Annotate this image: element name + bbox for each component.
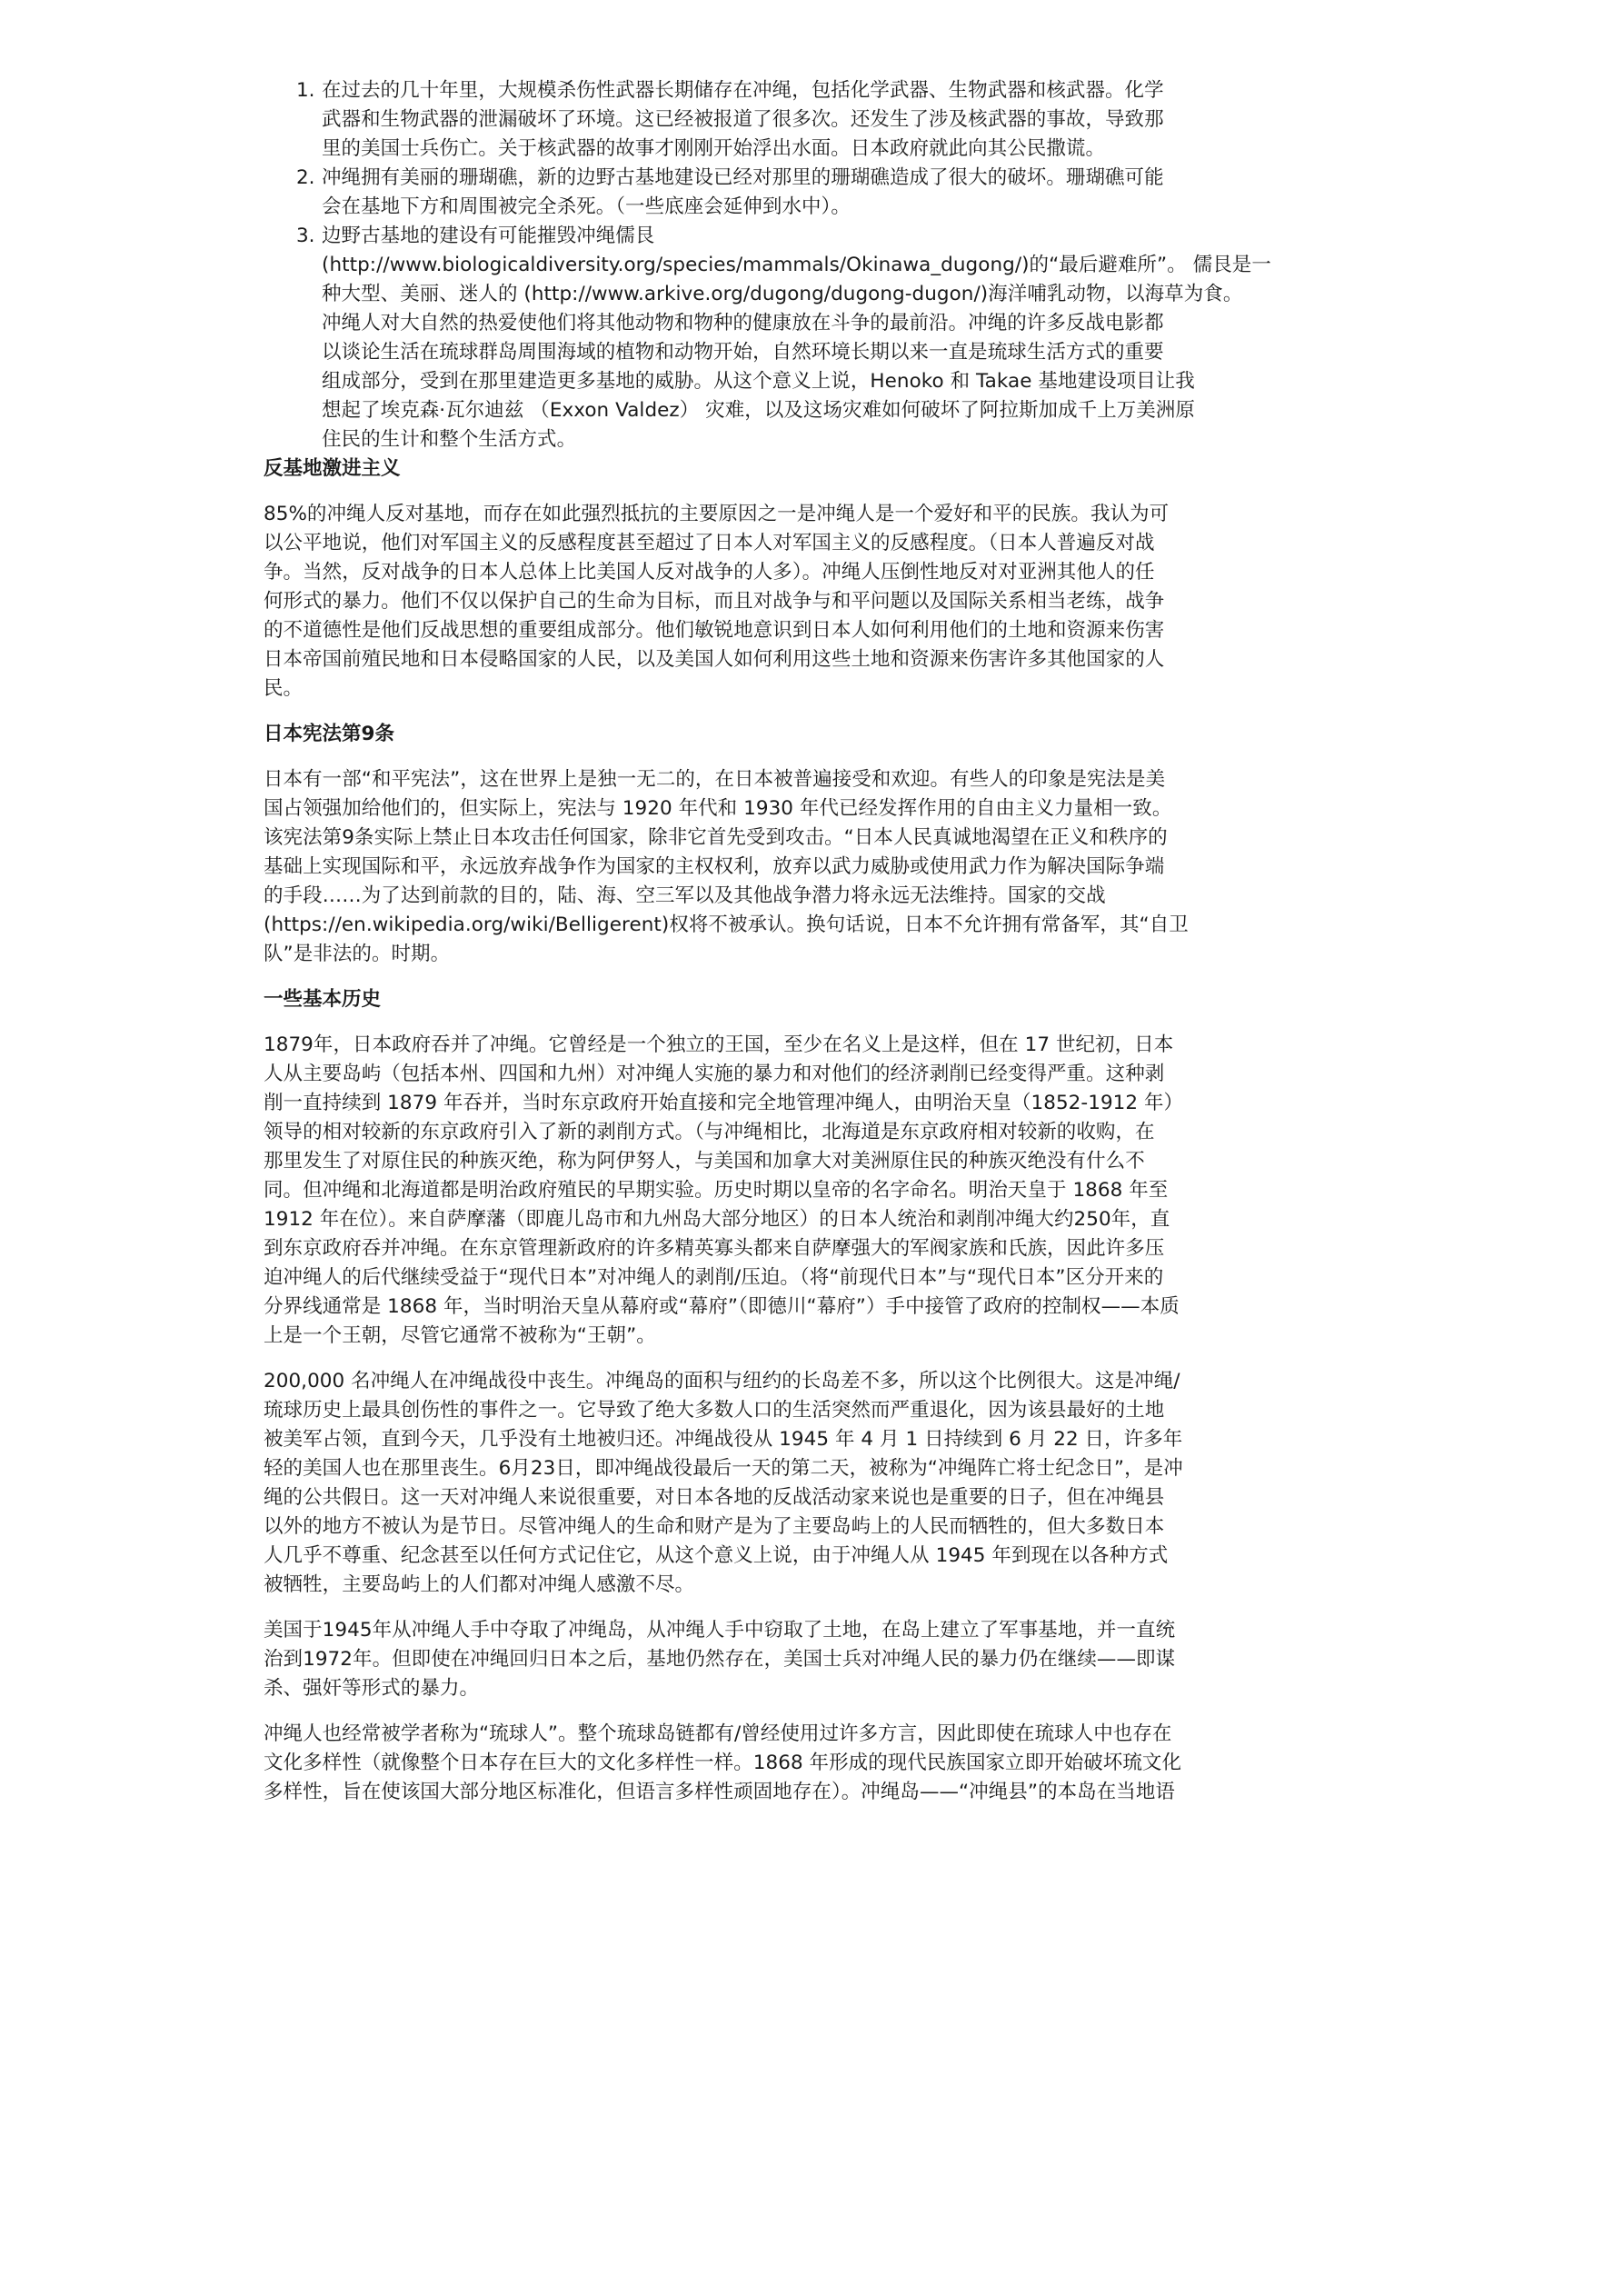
document-page [264,76,1345,1823]
paragraph-line: 那里发生了对原住民的种族灭绝，称为阿伊努人，与美国和加拿大对美洲原住民的种族灭绝没有什么不 [264,1150,1145,1173]
paragraph-line: 的不道德性是他们反战思想的重要组成部分。他们敏锐地意识到日本人如何利用他们的土地和资源来伤害 [264,619,1165,642]
paragraph-line: 杀、强奸等形式的暴力。 [264,1677,480,1700]
paragraph-line: 削一直持续到 1879 年吞并，当时东京政府开始直接和完全地管理冲绳人，由明治天皇（1852-1912 年） [264,1092,1184,1114]
paragraph-line: 的手段……为了达到前款的目的，陆、海、空三军以及其他战争潜力将永远无法维持。国家的交战 [264,884,1106,907]
paragraph-line: 同。但冲绳和北海道都是明治政府殖民的早期实验。历史时期以皇帝的名字命名。明治天皇于 1868 年至 [264,1179,1169,1202]
paragraph-line: 人几乎不尊重、纪念甚至以任何方式记住它，从这个意义上说，由于冲绳人从 1945 年到现在以各种方式 [264,1544,1169,1567]
paragraph [264,1367,1345,1600]
paragraph-line: 治到1972年。但即使在冲绳回归日本之后，基地仍然存在，美国士兵对冲绳人民的暴力仍在继续——即谋 [264,1648,1176,1671]
list-item-text-line: 组成部分，受到在那里建造更多基地的威胁。从这个意义上说，Henoko 和 Takae 基地建设项目让我 [322,370,1195,393]
paragraph-line: 被美军占领，直到今天，几乎没有土地被归还。冲绳战役从 1945 年 4 月 1 日持续到 6 月 22 日，许多年 [264,1428,1183,1451]
numbered-list [264,76,1345,454]
list-item-text-line: (http://www.biologicaldiversity.org/species/mammals/Okinawa_dugong/)的“最后避难所”。 儒艮是一 [322,254,1271,276]
list-item-text-line: 以谈论生活在琉球群岛周围海域的植物和动物开始，自然环境长期以来一直是琉球生活方式的重要 [322,341,1164,364]
section [264,985,1345,1807]
paragraph-line: 日本有一部“和平宪法”，这在世界上是独一无二的，在日本被普遍接受和欢迎。有些人的印象是宪法是美 [264,768,1166,791]
paragraph-line: 迫冲绳人的后代继续受益于“现代日本”对冲绳人的剥削/压迫。（将“前现代日本”与“现代日本”区分开来的 [264,1266,1164,1289]
paragraph-line: 绳的公共假日。这一天对冲绳人来说很重要，对日本各地的反战活动家来说也是重要的日子，但在冲绳县 [264,1486,1165,1509]
paragraph-line: 轻的美国人也在那里丧生。6月23日，即冲绳战役最后一天的第二天，被称为“冲绳阵亡将士纪念日”，是冲 [264,1457,1183,1480]
list-item-text-line: 想起了埃克森·瓦尔迪兹 （Exxon Valdez） 灾难，以及这场灾难如何破坏了阿拉斯加成千上万美洲原 [322,399,1195,422]
list-item [264,76,1345,164]
paragraph [264,765,1345,969]
list-item [264,222,1345,454]
paragraph-line: 日本帝国前殖民地和日本侵略国家的人民，以及美国人如何利用这些土地和资源来伤害许多其他国家的人 [264,648,1165,671]
list-item-number: 3. [296,225,315,247]
list-item-text-line: 种大型、美丽、迷人的 (http://www.arkive.org/dugong/dugong-dugon/)海洋哺乳动物，以海草为食。 [322,283,1243,305]
paragraph-line: 争。当然，反对战争的日本人总体上比美国人反对战争的人多）。冲绳人压倒性地反对对亚洲其他人的任 [264,561,1155,584]
section-heading: 一些基本历史 [264,988,382,1011]
paragraph-line: 以公平地说，他们对军国主义的反感程度甚至超过了日本人对军国主义的反感程度。（日本人普遍反对战 [264,532,1155,554]
list-item-text-line: 冲绳人对大自然的热爱使他们将其他动物和物种的健康放在斗争的最前沿。冲绳的许多反战电影都 [322,312,1164,334]
list-item-number: 2. [296,166,315,189]
list-item-number: 1. [296,79,315,102]
paragraph-line: 多样性，旨在使该国大部分地区标准化，但语言多样性顽固地存在）。冲绳岛——“冲绳县”的本岛在当地语 [264,1781,1175,1803]
paragraph-line: 85%的冲绳人反对基地，而存在如此强烈抵抗的主要原因之一是冲绳人是一个爱好和平的民族。我认为可 [264,503,1170,525]
paragraph-line: 基础上实现国际和平，永远放弃战争作为国家的主权权利，放弃以武力威胁或使用武力作为解决国际争端 [264,855,1165,878]
paragraph-line: 1879年，日本政府吞并了冲绳。它曾经是一个独立的王国，至少在名义上是这样，但在 17 世纪初，日本 [264,1033,1174,1056]
paragraph [264,1031,1345,1351]
list-item-text-line: 冲绳拥有美丽的珊瑚礁，新的边野古基地建设已经对那里的珊瑚礁造成了很大的破坏。珊瑚礁可能 [322,166,1164,189]
section [264,720,1345,969]
paragraph [264,1720,1345,1807]
paragraph-line: 被牺牲，主要岛屿上的人们都对冲绳人感激不尽。 [264,1573,695,1596]
section-heading: 日本宪法第9条 [264,723,394,745]
paragraph-line: 美国于1945年从冲绳人手中夺取了冲绳岛，从冲绳人手中窃取了土地，在岛上建立了军事基地，并一直统 [264,1619,1176,1642]
paragraph-line: 以外的地方不被认为是节日。尽管冲绳人的生命和财产是为了主要岛屿上的人民而牺牲的，但大多数日本 [264,1515,1165,1538]
document-body [264,454,1345,1807]
paragraph-line: 何形式的暴力。他们不仅以保护自己的生命为目标，而且对战争与和平问题以及国际关系相当老练，战争 [264,590,1165,613]
paragraph-line: 该宪法第9条实际上禁止日本攻击任何国家，除非它首先受到攻击。“日本人民真诚地渴望在正义和秩序的 [264,826,1168,849]
list-item-text-line: 会在基地下方和周围被完全杀死。（一些底座会延伸到水中）。 [322,195,851,218]
paragraph-line: 琉球历史上最具创伤性的事件之一。它导致了绝大多数人口的生活突然而严重退化，因为该县最好的土地 [264,1399,1165,1422]
paragraph-line: 队”是非法的。时期。 [264,943,451,965]
list-item-text-line: 里的美国士兵伤亡。关于核武器的故事才刚刚开始浮出水面。日本政府就此向其公民撒谎。 [322,137,1106,160]
paragraph-line: 文化多样性（就像整个日本存在巨大的文化多样性一样。1868 年形成的现代民族国家立即开始破坏琉文化 [264,1752,1182,1774]
paragraph-line: 民。 [264,677,304,700]
list-item-text-line: 在过去的几十年里，大规模杀伤性武器长期储存在冲绳，包括化学武器、生物武器和核武器。化学 [322,79,1164,102]
paragraph-line: 上是一个王朝，尽管它通常不被称为“王朝”。 [264,1324,656,1347]
section-heading: 反基地激进主义 [264,457,401,480]
paragraph-line: 冲绳人也经常被学者称为“琉球人”。整个琉球岛链都有/曾经使用过许多方言，因此即使在琉球人中也存在 [264,1722,1172,1745]
paragraph [264,1616,1345,1703]
list-item-text-line: 边野古基地的建设有可能摧毁冲绳儒艮 [322,225,655,247]
paragraph-line: (https://en.wikipedia.org/wiki/Belligerent)权将不被承认。换句话说，日本不允许拥有常备军，其“自卫 [264,913,1189,936]
paragraph-line: 领导的相对较新的东京政府引入了新的剥削方式。（与冲绳相比，北海道是东京政府相对较新的收购，在 [264,1121,1155,1143]
paragraph-line: 到东京政府吞并冲绳。在东京管理新政府的许多精英寡头都来自萨摩强大的军阀家族和氏族，因此许多压 [264,1237,1165,1260]
paragraph-line: 200,000 名冲绳人在冲绳战役中丧生。冲绳岛的面积与纽约的长岛差不多，所以这个比例很大。这是冲绳/ [264,1370,1180,1393]
paragraph-line: 1912 年在位）。来自萨摩藩（即鹿儿岛市和九州岛大部分地区）的日本人统治和剥削冲绳大约250年，直 [264,1208,1170,1231]
paragraph-line: 分界线通常是 1868 年，当时明治天皇从幕府或“幕府”（即德川“幕府”）手中接管了政府的控制权——本质 [264,1295,1180,1318]
list-item-text-line: 住民的生计和整个生活方式。 [322,428,577,451]
list-item [264,164,1345,222]
paragraph-line: 国占领强加给他们的，但实际上，宪法与 1920 年代和 1930 年代已经发挥作用的自由主义力量相一致。 [264,797,1172,820]
paragraph-line: 人从主要岛屿（包括本州、四国和九州）对冲绳人实施的暴力和对他们的经济剥削已经变得严重。这种剥 [264,1063,1165,1085]
section [264,454,1345,704]
list-item-text-line: 武器和生物武器的泄漏破坏了环境。这已经被报道了很多次。还发生了涉及核武器的事故，导致那 [322,108,1164,131]
paragraph [264,500,1345,704]
